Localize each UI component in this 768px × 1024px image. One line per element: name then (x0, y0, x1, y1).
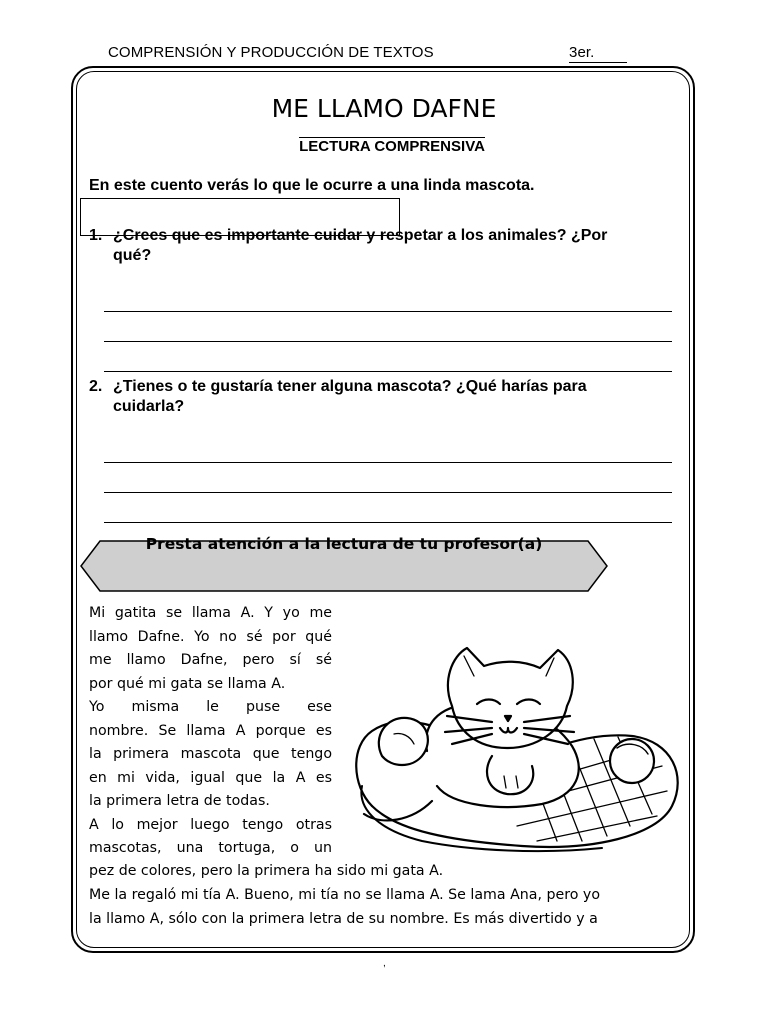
section-subtitle (0, 138, 768, 155)
answer-line[interactable] (104, 522, 672, 523)
answer-line[interactable] (104, 371, 672, 372)
story-wide (89, 860, 669, 932)
question-2 (89, 377, 658, 417)
question-number: 1. (89, 227, 103, 244)
answer-line[interactable] (104, 341, 672, 342)
story-line: llamo Dafne. Yo no sé por qué (89, 628, 332, 645)
question-1 (89, 226, 658, 266)
page-title: ME LLAMO DAFNE (271, 94, 497, 123)
cat-sleeping-on-slipper-icon (342, 636, 687, 856)
story-line: mascotas, una tortuga, o un (89, 840, 332, 856)
question-text: ¿Crees que es importante cuidar y respetar a los animales? ¿Por (113, 227, 608, 244)
question-text: ¿Tienes o te gustaría tener alguna mascota? ¿Qué harías para (113, 378, 587, 395)
header-subject: COMPRENSIÓN Y PRODUCCIÓN DE TEXTOS (108, 44, 434, 61)
story-line: la llamo A, sólo con la primera letra de su nombre. Es más divertido y a (89, 911, 598, 927)
story-line: A lo mejor luego tengo otras (89, 816, 332, 833)
header-grade: 3er. (569, 44, 595, 61)
banner-text: Presta atención a la lectura de tu profesor(a) (145, 535, 543, 553)
story-line: la primera letra de todas. (89, 793, 270, 809)
footer-mark: , (383, 958, 386, 969)
question-number: 2. (89, 378, 103, 395)
story-line: en mi vida, igual que la A es (89, 769, 332, 786)
answer-line[interactable] (104, 311, 672, 312)
story-line: pez de colores, pero la primera ha sido mi gata A. (89, 863, 444, 879)
question-text-cont: qué? (113, 247, 152, 264)
header-grade-underline (569, 62, 627, 63)
answer-line[interactable] (104, 492, 672, 493)
story-line: nombre. Se llama A porque es (89, 722, 332, 739)
story-line: por qué mi gata se llama A. (89, 675, 286, 692)
story-line: la primera mascota que tengo (89, 746, 332, 762)
answer-line[interactable] (104, 462, 672, 463)
section-subtitle-text: LECTURA COMPRENSIVA (299, 138, 485, 155)
story-line: Mi gatita se llama A. Y yo me (89, 605, 332, 621)
story-line: me llamo Dafne, pero sí sé (89, 652, 332, 668)
story-line: Yo misma le puse ese (89, 699, 332, 715)
story-column (89, 602, 332, 861)
story-line: Me la regaló mi tía A. Bueno, mi tía no se llama A. Se lama Ana, pero yo (89, 887, 601, 903)
intro-text: En este cuento verás lo que le ocurre a una linda mascota. (89, 177, 535, 194)
question-text-cont: cuidarla? (113, 398, 185, 415)
